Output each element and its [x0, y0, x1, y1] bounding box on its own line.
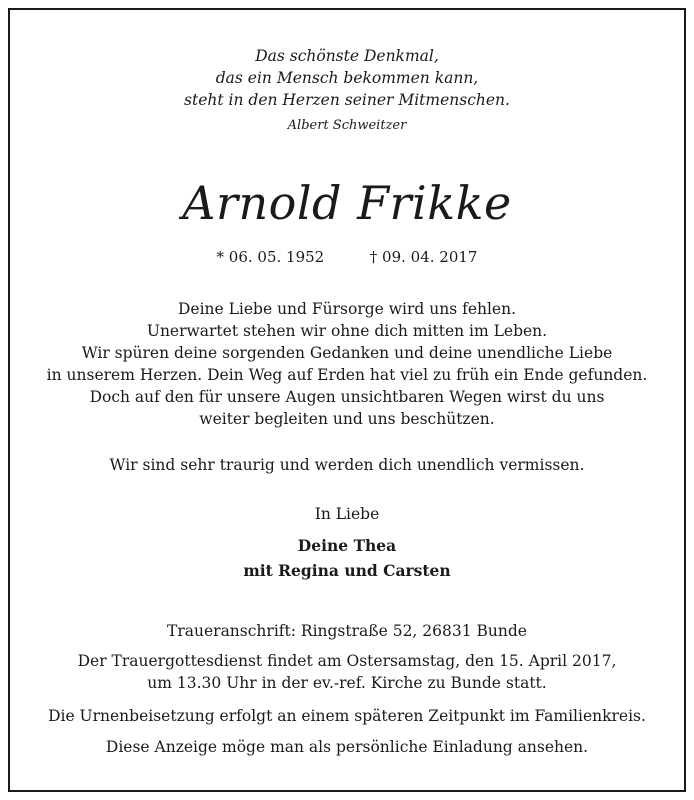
mourning-address: Traueranschrift: Ringstraße 52, 26831 Bunde [167, 622, 527, 640]
closing-line: Wir sind sehr traurig und werden dich unendlich vermissen. [109, 456, 585, 474]
poem-line: in unserem Herzen. Dein Weg auf Erden hat viel zu früh ein Ende gefunden. [46, 366, 648, 384]
quote-line: das ein Mensch bekommen kann, [215, 69, 479, 87]
poem-line: Wir spüren deine sorgenden Gedanken und deine unendliche Liebe [81, 344, 613, 362]
signature-line: mit Regina und Carsten [243, 561, 451, 580]
deceased-name: Arnold Frikke [182, 176, 512, 230]
quote-line: steht in den Herzen seiner Mitmenschen. [184, 91, 510, 109]
service-info: um 13.30 Uhr in der ev.-ref. Kirche zu Bunde statt. [147, 674, 547, 692]
poem-line: Unerwartet stehen wir ohne dich mitten im Leben. [146, 322, 548, 340]
invitation-note: Diese Anzeige möge man als persönliche Einladung ansehen. [105, 738, 589, 756]
quote-author: Albert Schweitzer [287, 118, 407, 133]
poem-line: Doch auf den für unsere Augen unsichtbaren Wegen wirst du uns [89, 388, 605, 406]
birth-date: * 06. 05. 1952 [216, 248, 325, 266]
poem-line: Deine Liebe und Fürsorge wird uns fehlen. [177, 300, 517, 318]
death-date: † 09. 04. 2017 [369, 248, 478, 266]
quote-line: Das schönste Denkmal, [255, 47, 439, 65]
life-dates [0, 248, 694, 266]
urn-info: Die Urnenbeisetzung erfolgt an einem späteren Zeitpunkt im Familienkreis. [48, 707, 646, 725]
signature-intro: In Liebe [314, 505, 380, 523]
service-info: Der Trauergottesdienst findet am Ostersamstag, den 15. April 2017, [77, 652, 617, 670]
poem-line: weiter begleiten und uns beschützen. [199, 410, 495, 428]
signature-line: Deine Thea [297, 536, 397, 555]
